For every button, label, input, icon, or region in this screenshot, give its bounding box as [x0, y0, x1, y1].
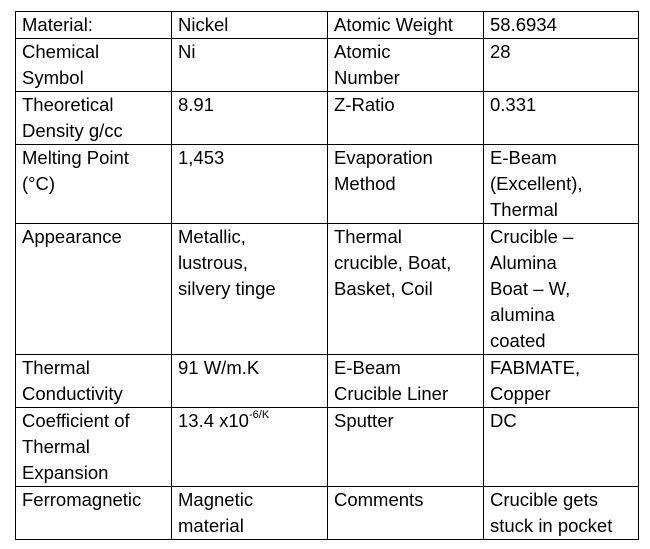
label-sputter: Sputter: [328, 408, 484, 487]
label-chemical-symbol: Chemical Symbol: [16, 39, 172, 92]
value-atomic-weight: 58.6934: [484, 12, 639, 39]
label-evaporation-method: Evaporation Method: [328, 145, 484, 224]
cte-base: 13.4 x10: [178, 410, 249, 431]
cte-exponent: -6/K: [248, 408, 270, 421]
label-melting-point: Melting Point (°C): [16, 145, 172, 224]
label-material: Material:: [16, 12, 172, 39]
label-appearance: Appearance: [16, 224, 172, 355]
label-ferromagnetic: Ferromagnetic: [16, 487, 172, 540]
value-appearance: Metallic, lustrous, silvery tinge: [172, 224, 328, 355]
label-atomic-number: Atomic Number: [328, 39, 484, 92]
value-theoretical-density: 8.91: [172, 92, 328, 145]
value-melting-point: 1,453: [172, 145, 328, 224]
value-evaporation-method: E-Beam (Excellent), Thermal: [484, 145, 639, 224]
table-row: [16, 408, 639, 487]
label-theoretical-density: Theoretical Density g/cc: [16, 92, 172, 145]
value-e-beam-crucible-liner: FABMATE, Copper: [484, 355, 639, 408]
material-properties-table: [15, 11, 639, 540]
label-z-ratio: Z-Ratio: [328, 92, 484, 145]
label-e-beam-crucible-liner: E-Beam Crucible Liner: [328, 355, 484, 408]
value-ferromagnetic: Magnetic material: [172, 487, 328, 540]
label-thermal-expansion: Coefficient of Thermal Expansion: [16, 408, 172, 487]
table-row: [16, 355, 639, 408]
table-row: [16, 12, 639, 39]
label-atomic-weight: Atomic Weight: [328, 12, 484, 39]
value-z-ratio: 0.331: [484, 92, 639, 145]
value-thermal-conductivity: 91 W/m.K: [172, 355, 328, 408]
value-thermal-sources: Crucible – Alumina Boat – W, alumina coated: [484, 224, 639, 355]
value-thermal-expansion: [172, 408, 328, 487]
table-row: [16, 39, 639, 92]
value-material: Nickel: [172, 12, 328, 39]
table-row: [16, 487, 639, 540]
table-row: [16, 92, 639, 145]
label-thermal-sources: Thermal crucible, Boat, Basket, Coil: [328, 224, 484, 355]
value-atomic-number: 28: [484, 39, 639, 92]
label-thermal-conductivity: Thermal Conductivity: [16, 355, 172, 408]
table-row: [16, 224, 639, 355]
value-sputter: DC: [484, 408, 639, 487]
label-comments: Comments: [328, 487, 484, 540]
table-row: [16, 145, 639, 224]
value-comments: Crucible gets stuck in pocket: [484, 487, 639, 540]
value-chemical-symbol: Ni: [172, 39, 328, 92]
